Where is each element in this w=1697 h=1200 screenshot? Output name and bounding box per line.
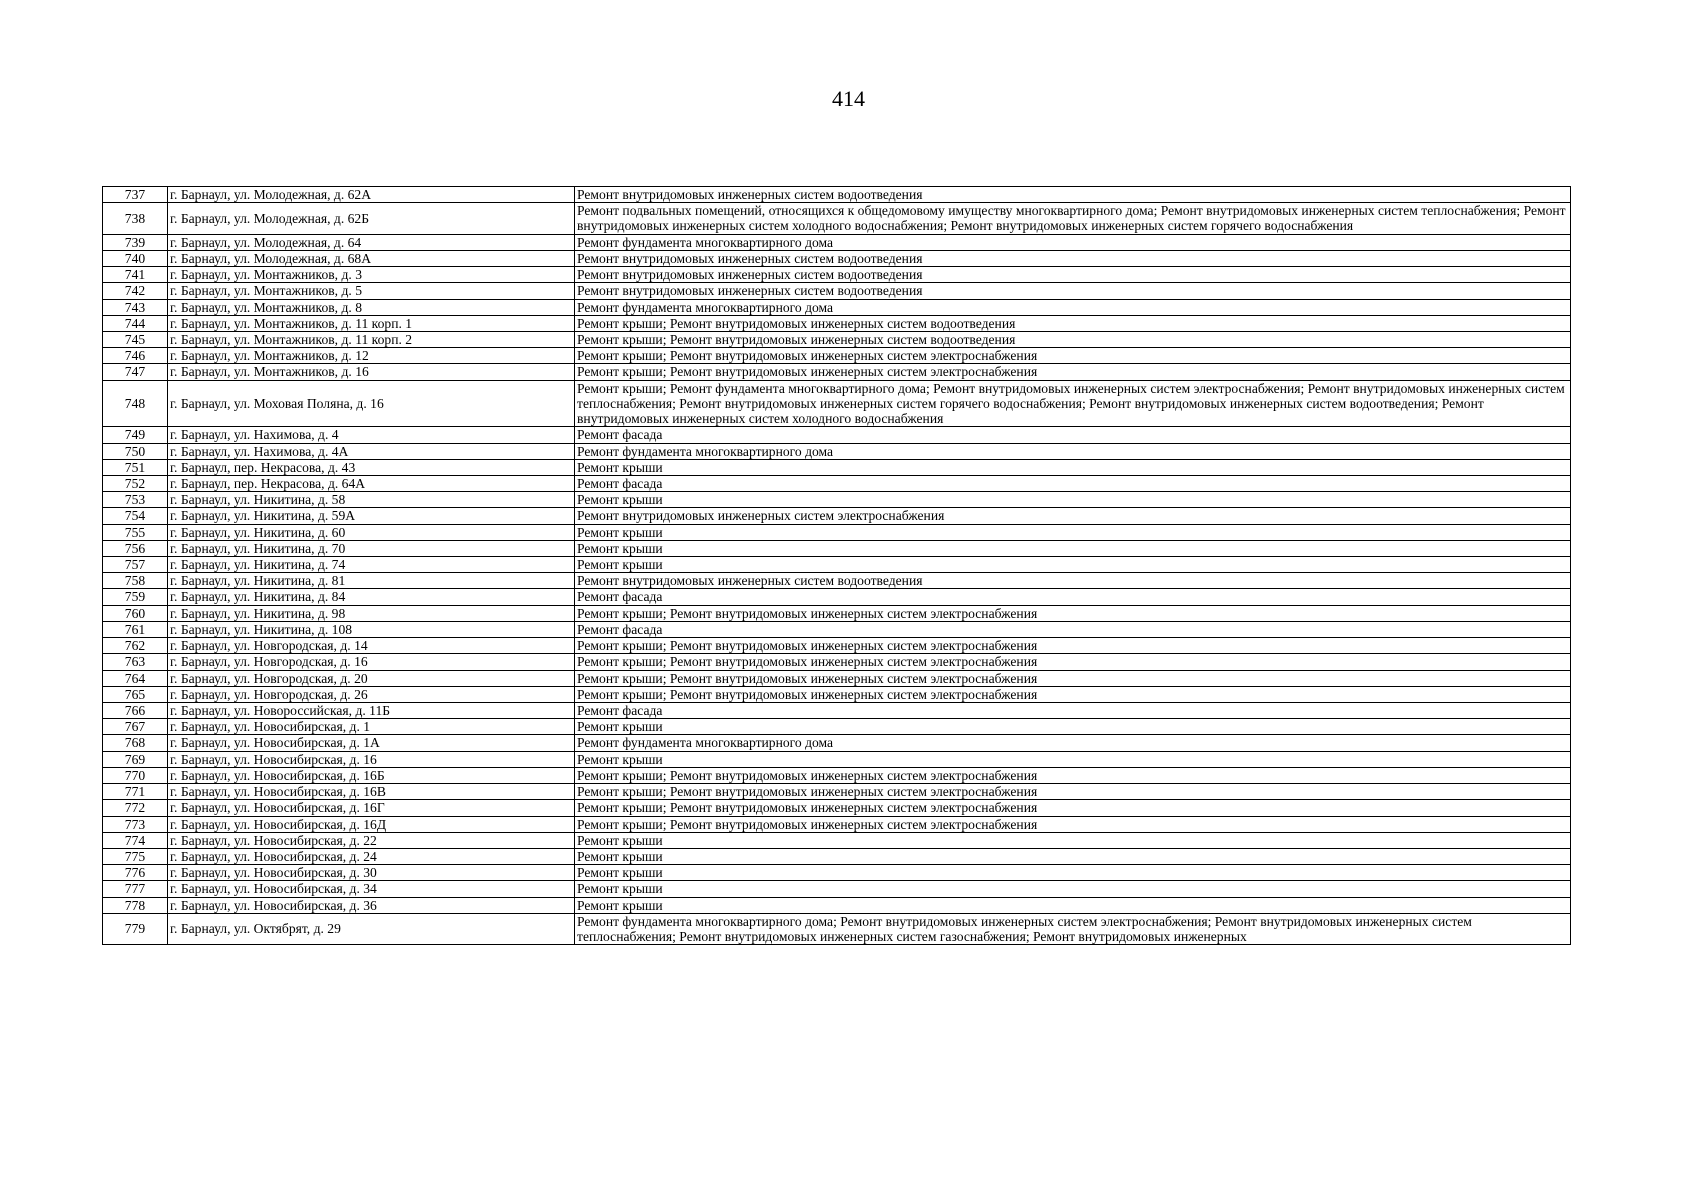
row-address: г. Барнаул, ул. Никитина, д. 70: [168, 540, 575, 556]
row-number: 756: [103, 540, 168, 556]
row-address: г. Барнаул, ул. Никитина, д. 84: [168, 589, 575, 605]
row-number: 738: [103, 203, 168, 234]
row-address: г. Барнаул, ул. Никитина, д. 60: [168, 524, 575, 540]
row-address: г. Барнаул, ул. Молодежная, д. 62А: [168, 187, 575, 203]
row-works: Ремонт крыши: [575, 459, 1571, 475]
row-number: 747: [103, 364, 168, 380]
row-works: Ремонт крыши; Ремонт внутридомовых инженерных систем электроснабжения: [575, 816, 1571, 832]
row-address: г. Барнаул, ул. Новосибирская, д. 16Б: [168, 767, 575, 783]
row-number: 761: [103, 621, 168, 637]
table-row: [103, 881, 1571, 897]
row-works: Ремонт крыши: [575, 832, 1571, 848]
row-number: 745: [103, 331, 168, 347]
row-number: 775: [103, 848, 168, 864]
table-row: [103, 234, 1571, 250]
table-row: [103, 557, 1571, 573]
row-number: 744: [103, 315, 168, 331]
row-number: 741: [103, 267, 168, 283]
row-number: 774: [103, 832, 168, 848]
row-address: г. Барнаул, ул. Новосибирская, д. 16В: [168, 784, 575, 800]
row-works: Ремонт крыши; Ремонт внутридомовых инженерных систем водоотведения: [575, 315, 1571, 331]
row-works: Ремонт фасада: [575, 427, 1571, 443]
row-works: Ремонт фундамента многоквартирного дома: [575, 735, 1571, 751]
row-number: 740: [103, 250, 168, 266]
table-row: [103, 800, 1571, 816]
table-row: [103, 283, 1571, 299]
row-works: Ремонт фундамента многоквартирного дома: [575, 234, 1571, 250]
row-address: г. Барнаул, ул. Новгородская, д. 14: [168, 638, 575, 654]
table-row: [103, 589, 1571, 605]
row-number: 776: [103, 865, 168, 881]
row-address: г. Барнаул, ул. Новосибирская, д. 24: [168, 848, 575, 864]
row-number: 771: [103, 784, 168, 800]
table-row: [103, 315, 1571, 331]
row-address: г. Барнаул, ул. Новосибирская, д. 16Д: [168, 816, 575, 832]
row-works: Ремонт внутридомовых инженерных систем электроснабжения: [575, 508, 1571, 524]
table-row: [103, 475, 1571, 491]
row-address: г. Барнаул, ул. Новосибирская, д. 22: [168, 832, 575, 848]
row-address: г. Барнаул, ул. Монтажников, д. 12: [168, 348, 575, 364]
row-works: Ремонт крыши: [575, 540, 1571, 556]
table-row: [103, 380, 1571, 427]
table-row: [103, 605, 1571, 621]
row-number: 742: [103, 283, 168, 299]
row-works: Ремонт крыши: [575, 897, 1571, 913]
table-row: [103, 703, 1571, 719]
row-address: г. Барнаул, ул. Монтажников, д. 11 корп. 1: [168, 315, 575, 331]
row-address: г. Барнаул, ул. Монтажников, д. 8: [168, 299, 575, 315]
row-works: Ремонт крыши: [575, 557, 1571, 573]
row-number: 766: [103, 703, 168, 719]
row-number: 754: [103, 508, 168, 524]
row-number: 759: [103, 589, 168, 605]
row-number: 751: [103, 459, 168, 475]
row-works: Ремонт крыши; Ремонт внутридомовых инженерных систем водоотведения: [575, 331, 1571, 347]
table-row: [103, 348, 1571, 364]
row-number: 750: [103, 443, 168, 459]
row-works: Ремонт крыши: [575, 492, 1571, 508]
row-works: Ремонт фундамента многоквартирного дома: [575, 443, 1571, 459]
table-row: [103, 670, 1571, 686]
row-address: г. Барнаул, ул. Новороссийская, д. 11Б: [168, 703, 575, 719]
table-row: [103, 865, 1571, 881]
row-works: Ремонт крыши; Ремонт внутридомовых инженерных систем электроснабжения: [575, 800, 1571, 816]
table-row: [103, 508, 1571, 524]
row-address: г. Барнаул, ул. Новосибирская, д. 1: [168, 719, 575, 735]
row-number: 772: [103, 800, 168, 816]
row-works: Ремонт фундамента многоквартирного дома: [575, 299, 1571, 315]
row-address: г. Барнаул, ул. Новосибирская, д. 16: [168, 751, 575, 767]
row-works: Ремонт крыши: [575, 881, 1571, 897]
table-row: [103, 443, 1571, 459]
row-works: Ремонт крыши: [575, 751, 1571, 767]
row-works: Ремонт крыши; Ремонт внутридомовых инженерных систем электроснабжения: [575, 767, 1571, 783]
table-row: [103, 832, 1571, 848]
row-number: 768: [103, 735, 168, 751]
row-works: Ремонт фасада: [575, 589, 1571, 605]
row-works: Ремонт крыши: [575, 719, 1571, 735]
row-address: г. Барнаул, ул. Никитина, д. 74: [168, 557, 575, 573]
row-address: г. Барнаул, ул. Нахимова, д. 4А: [168, 443, 575, 459]
row-number: 753: [103, 492, 168, 508]
row-works: Ремонт крыши; Ремонт внутридомовых инженерных систем электроснабжения: [575, 670, 1571, 686]
table-row: [103, 767, 1571, 783]
row-address: г. Барнаул, ул. Монтажников, д. 3: [168, 267, 575, 283]
row-number: 764: [103, 670, 168, 686]
row-works: Ремонт крыши: [575, 865, 1571, 881]
row-address: г. Барнаул, ул. Никитина, д. 81: [168, 573, 575, 589]
row-works: Ремонт крыши: [575, 524, 1571, 540]
row-address: г. Барнаул, пер. Некрасова, д. 64А: [168, 475, 575, 491]
table-row: [103, 719, 1571, 735]
row-works: Ремонт фундамента многоквартирного дома; Ремонт внутридомовых инженерных систем электроснабжения; Ремонт внутридомовых инженерных систем теплоснабжения; Ремонт внутридомовых инженерных систем газоснабжения; Ремонт внутридомовых инженерных: [575, 913, 1571, 944]
row-works: Ремонт внутридомовых инженерных систем водоотведения: [575, 250, 1571, 266]
table-row: [103, 540, 1571, 556]
row-address: г. Барнаул, ул. Монтажников, д. 11 корп. 2: [168, 331, 575, 347]
row-address: г. Барнаул, ул. Новгородская, д. 16: [168, 654, 575, 670]
row-address: г. Барнаул, ул. Новосибирская, д. 30: [168, 865, 575, 881]
row-works: Ремонт крыши; Ремонт внутридомовых инженерных систем электроснабжения: [575, 784, 1571, 800]
row-works: Ремонт фасада: [575, 621, 1571, 637]
row-number: 737: [103, 187, 168, 203]
table-row: [103, 897, 1571, 913]
table-row: [103, 299, 1571, 315]
row-works: Ремонт крыши; Ремонт внутридомовых инженерных систем электроснабжения: [575, 605, 1571, 621]
row-number: 757: [103, 557, 168, 573]
row-address: г. Барнаул, ул. Нахимова, д. 4: [168, 427, 575, 443]
row-address: г. Барнаул, ул. Октябрят, д. 29: [168, 913, 575, 944]
table-row: [103, 187, 1571, 203]
page-number: 414: [832, 86, 865, 111]
table-row: [103, 573, 1571, 589]
row-number: 765: [103, 686, 168, 702]
row-address: г. Барнаул, ул. Монтажников, д. 16: [168, 364, 575, 380]
row-address: г. Барнаул, ул. Новосибирская, д. 36: [168, 897, 575, 913]
row-address: г. Барнаул, ул. Новосибирская, д. 16Г: [168, 800, 575, 816]
table-row: [103, 735, 1571, 751]
row-number: 755: [103, 524, 168, 540]
row-number: 779: [103, 913, 168, 944]
table-row: [103, 638, 1571, 654]
row-works: Ремонт внутридомовых инженерных систем водоотведения: [575, 283, 1571, 299]
row-works: Ремонт внутридомовых инженерных систем водоотведения: [575, 573, 1571, 589]
row-number: 778: [103, 897, 168, 913]
row-works: Ремонт крыши; Ремонт фундамента многоквартирного дома; Ремонт внутридомовых инженерных систем электроснабжения; Ремонт внутридомовых инженерных систем теплоснабжения; Ремонт внутридомовых инженерных систем горячего водоснабжения; Ремонт внутридомовых инженерных систем водоотведения; Ремонт внутридомовых инженерных систем холодного водоснабжения: [575, 380, 1571, 427]
row-number: 749: [103, 427, 168, 443]
row-address: г. Барнаул, ул. Молодежная, д. 68А: [168, 250, 575, 266]
table-row: [103, 686, 1571, 702]
row-works: Ремонт фасада: [575, 475, 1571, 491]
row-works: Ремонт фасада: [575, 703, 1571, 719]
table-row: [103, 816, 1571, 832]
row-address: г. Барнаул, ул. Никитина, д. 58: [168, 492, 575, 508]
row-address: г. Барнаул, ул. Молодежная, д. 62Б: [168, 203, 575, 234]
table-row: [103, 621, 1571, 637]
table-row: [103, 848, 1571, 864]
row-address: г. Барнаул, ул. Новосибирская, д. 1А: [168, 735, 575, 751]
row-number: 770: [103, 767, 168, 783]
table-row: [103, 751, 1571, 767]
row-number: 767: [103, 719, 168, 735]
row-address: г. Барнаул, ул. Монтажников, д. 5: [168, 283, 575, 299]
row-number: 762: [103, 638, 168, 654]
table-row: [103, 524, 1571, 540]
row-number: 777: [103, 881, 168, 897]
row-address: г. Барнаул, ул. Новосибирская, д. 34: [168, 881, 575, 897]
row-number: 739: [103, 234, 168, 250]
row-works: Ремонт крыши; Ремонт внутридомовых инженерных систем электроснабжения: [575, 686, 1571, 702]
table-row: [103, 203, 1571, 234]
row-works: Ремонт подвальных помещений, относящихся к общедомовому имуществу многоквартирного дома; Ремонт внутридомовых инженерных систем теплоснабжения; Ремонт внутридомовых инженерных систем холодного водоснабжения; Ремонт внутридомовых инженерных систем горячего водоснабжения: [575, 203, 1571, 234]
registry-body: [103, 187, 1571, 945]
row-works: Ремонт внутридомовых инженерных систем водоотведения: [575, 267, 1571, 283]
table-row: [103, 331, 1571, 347]
row-works: Ремонт крыши; Ремонт внутридомовых инженерных систем электроснабжения: [575, 654, 1571, 670]
table-row: [103, 784, 1571, 800]
row-address: г. Барнаул, ул. Молодежная, д. 64: [168, 234, 575, 250]
row-address: г. Барнаул, ул. Новгородская, д. 20: [168, 670, 575, 686]
row-works: Ремонт крыши; Ремонт внутридомовых инженерных систем электроснабжения: [575, 638, 1571, 654]
row-address: г. Барнаул, ул. Никитина, д. 59А: [168, 508, 575, 524]
table-row: [103, 913, 1571, 944]
row-works: Ремонт крыши; Ремонт внутридомовых инженерных систем электроснабжения: [575, 364, 1571, 380]
repair-registry-table: [102, 186, 1571, 945]
table-row: [103, 492, 1571, 508]
table-row: [103, 459, 1571, 475]
table-row: [103, 250, 1571, 266]
table-row: [103, 364, 1571, 380]
row-number: 758: [103, 573, 168, 589]
table-row: [103, 267, 1571, 283]
row-address: г. Барнаул, ул. Моховая Поляна, д. 16: [168, 380, 575, 427]
row-address: г. Барнаул, пер. Некрасова, д. 43: [168, 459, 575, 475]
row-works: Ремонт крыши; Ремонт внутридомовых инженерных систем электроснабжения: [575, 348, 1571, 364]
row-address: г. Барнаул, ул. Новгородская, д. 26: [168, 686, 575, 702]
row-number: 773: [103, 816, 168, 832]
row-number: 752: [103, 475, 168, 491]
row-number: 769: [103, 751, 168, 767]
row-number: 763: [103, 654, 168, 670]
table-row: [103, 654, 1571, 670]
row-address: г. Барнаул, ул. Никитина, д. 108: [168, 621, 575, 637]
row-works: Ремонт внутридомовых инженерных систем водоотведения: [575, 187, 1571, 203]
row-number: 746: [103, 348, 168, 364]
row-number: 743: [103, 299, 168, 315]
row-number: 748: [103, 380, 168, 427]
row-number: 760: [103, 605, 168, 621]
row-works: Ремонт крыши: [575, 848, 1571, 864]
row-address: г. Барнаул, ул. Никитина, д. 98: [168, 605, 575, 621]
table-row: [103, 427, 1571, 443]
